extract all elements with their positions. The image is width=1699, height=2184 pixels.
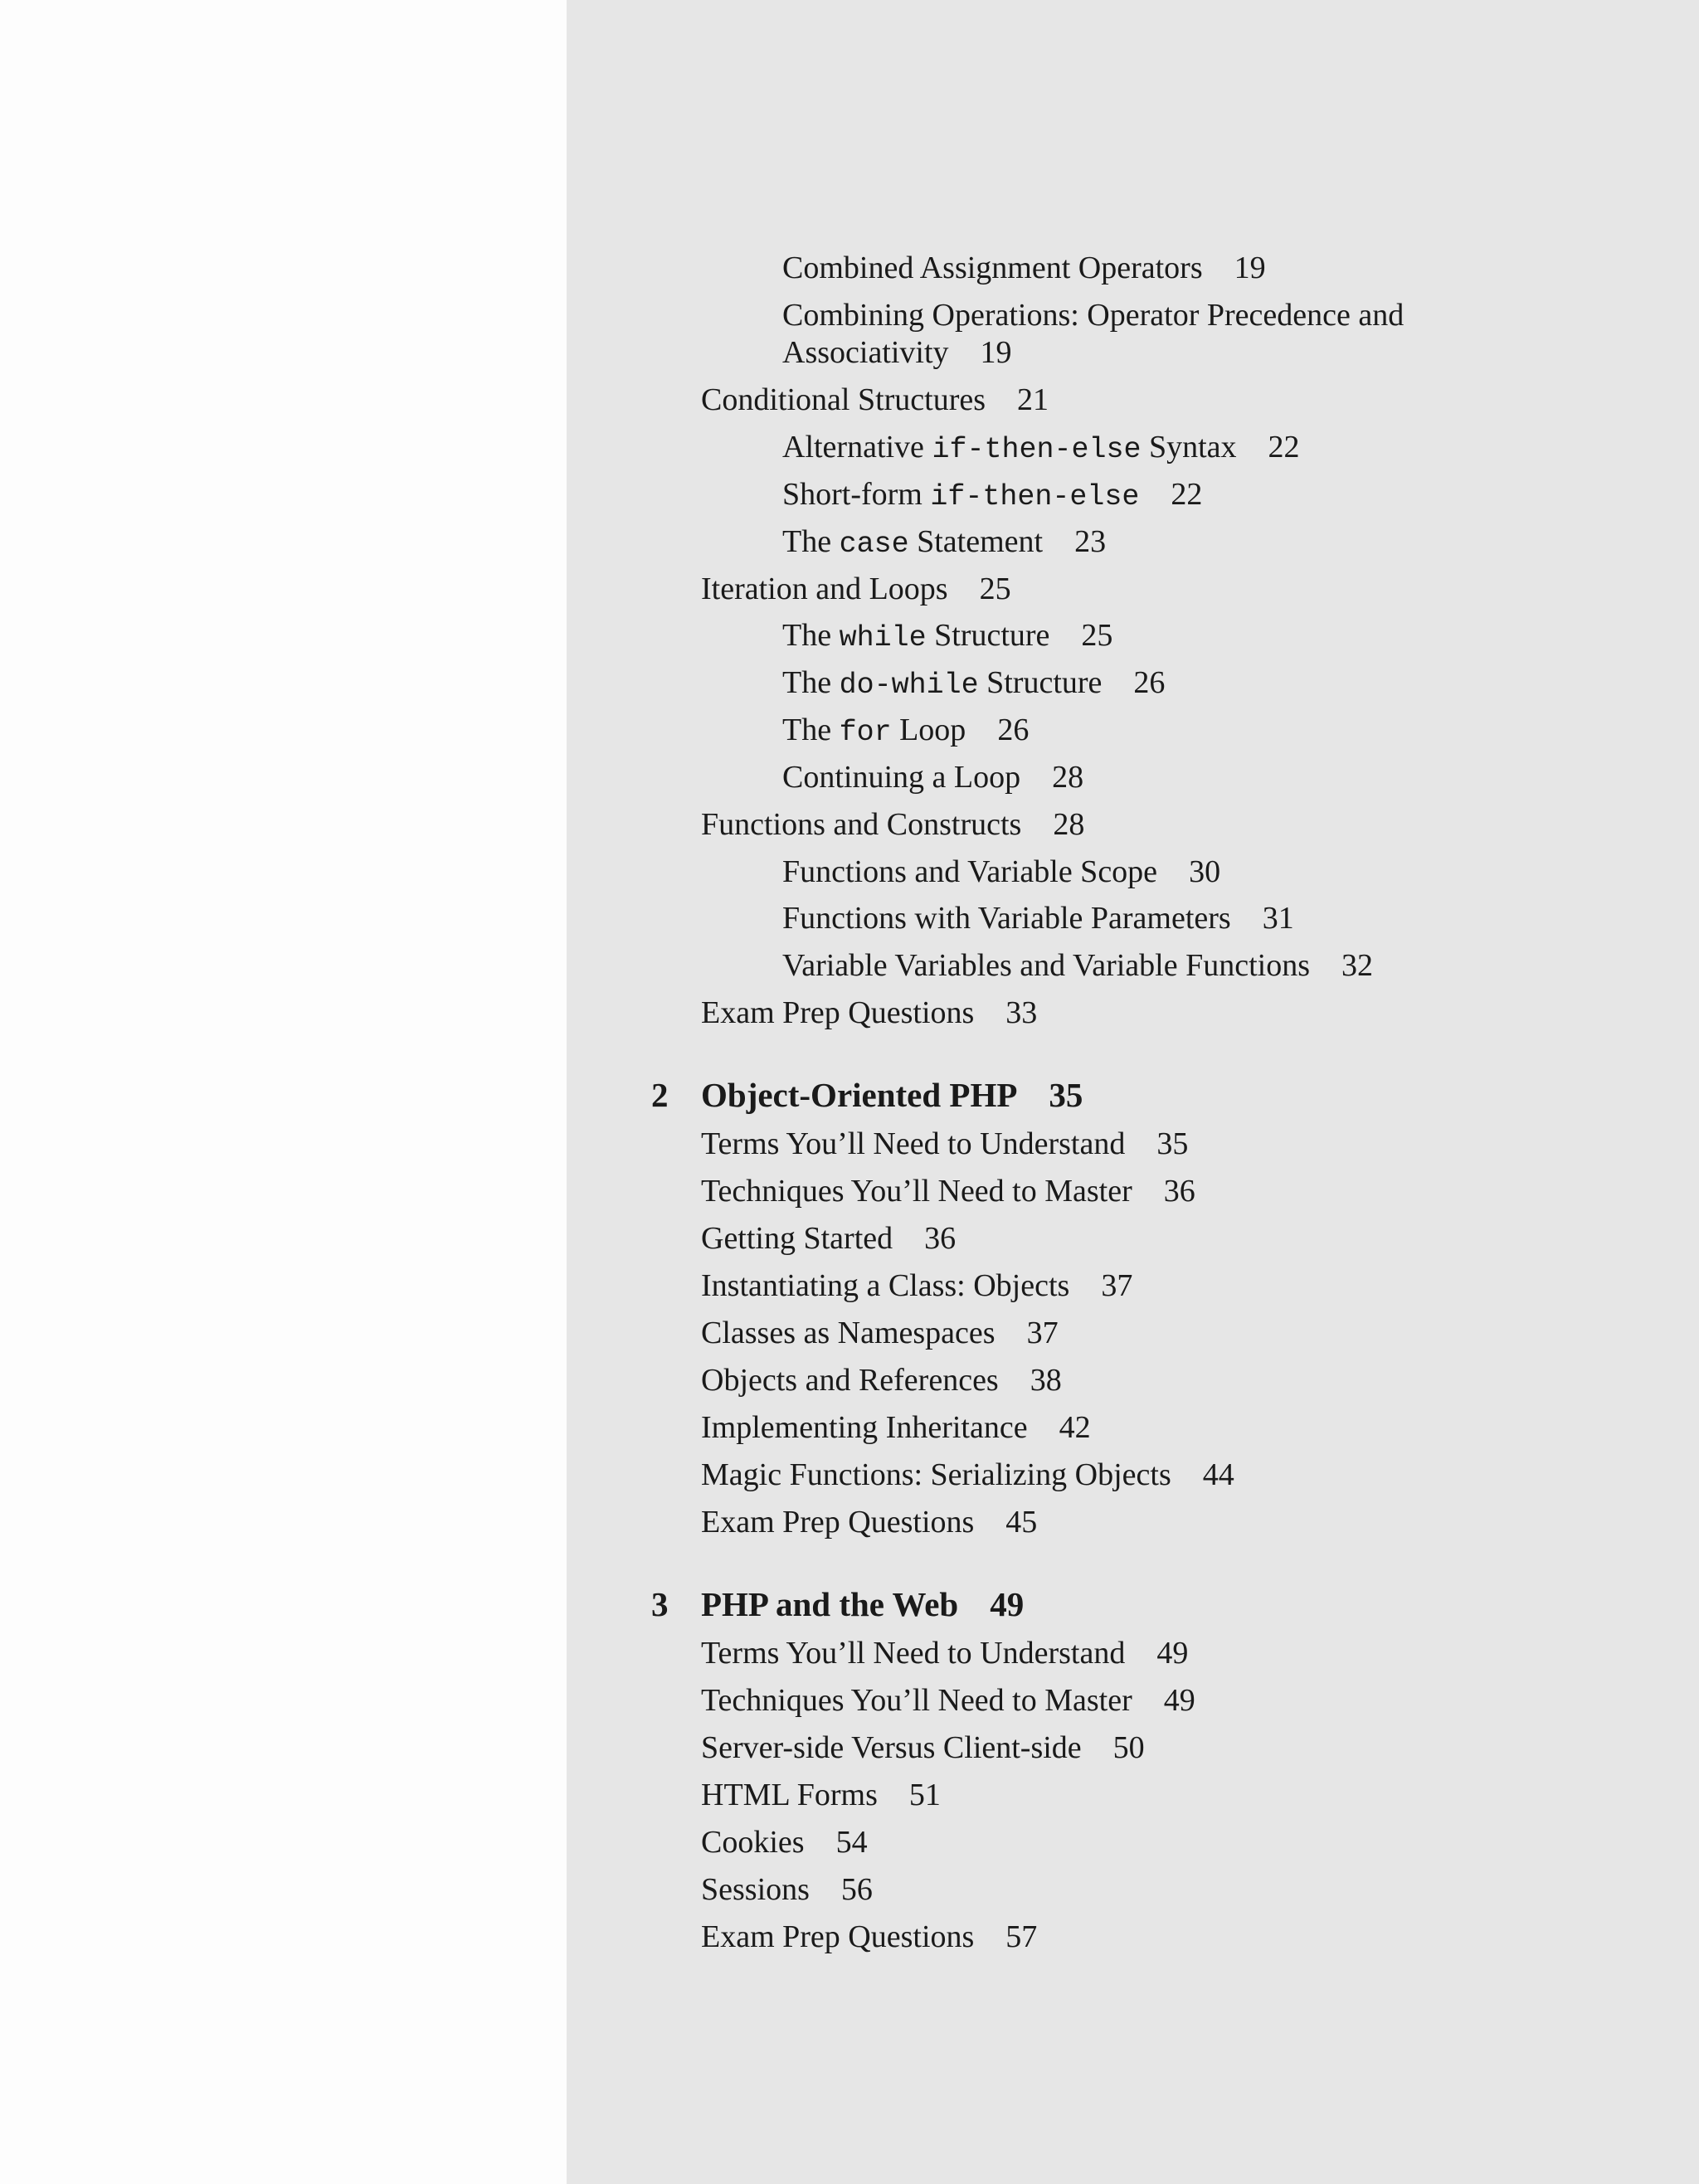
toc-entry[interactable]	[701, 1823, 868, 1861]
page-number: 35	[1049, 1076, 1083, 1114]
toc-entry[interactable]	[701, 1267, 1132, 1305]
code-keyword: while	[839, 621, 927, 654]
toc-entry[interactable]	[701, 1503, 1037, 1541]
entry-title: Exam Prep Questions	[701, 1919, 975, 1954]
page-number: 30	[1189, 854, 1221, 889]
entry-title-prefix: Short-form	[782, 477, 931, 512]
page-number: 19	[1234, 251, 1266, 285]
page-number: 37	[1026, 1316, 1059, 1350]
entry-title: Combined Assignment Operators	[782, 251, 1203, 285]
entry-title-prefix: The	[782, 713, 840, 747]
page-number: 28	[1053, 807, 1085, 842]
code-keyword: do-while	[839, 669, 979, 702]
entry-title: Implementing Inheritance	[701, 1410, 1028, 1445]
entry-title: Continuing a Loop	[782, 760, 1021, 795]
code-keyword: case	[839, 528, 909, 561]
entry-title: HTML Forms	[701, 1778, 878, 1812]
page-number: 22	[1171, 477, 1203, 512]
toc-entry[interactable]	[782, 523, 1106, 563]
entry-title: Objects and References	[701, 1363, 999, 1398]
toc-entry[interactable]	[782, 664, 1165, 704]
page-number: 49	[1163, 1683, 1195, 1718]
page-number: 42	[1059, 1410, 1091, 1445]
chapter-title: PHP and the Web	[701, 1585, 959, 1623]
page-number: 37	[1101, 1268, 1133, 1303]
page-number: 50	[1112, 1730, 1145, 1765]
page-number: 56	[840, 1872, 873, 1907]
page-number: 49	[1156, 1636, 1189, 1671]
page-number: 54	[835, 1825, 868, 1860]
toc-entry[interactable]	[701, 994, 1037, 1032]
toc-entry[interactable]	[701, 1314, 1059, 1352]
entry-title: Functions and Variable Scope	[782, 854, 1158, 889]
entry-title: Getting Started	[701, 1221, 893, 1256]
page-number: 26	[997, 713, 1030, 747]
toc-entry[interactable]	[701, 1361, 1062, 1399]
toc-entry[interactable]	[782, 249, 1266, 287]
entry-title-suffix: Structure	[926, 618, 1050, 653]
page-number: 49	[990, 1585, 1025, 1623]
page-number: 25	[1081, 618, 1113, 653]
code-keyword: for	[839, 716, 892, 749]
toc-entry[interactable]	[782, 333, 1012, 372]
page-number: 25	[979, 572, 1011, 606]
entry-title: Instantiating a Class: Objects	[701, 1268, 1070, 1303]
entry-title-prefix: The	[782, 524, 840, 559]
toc-entry[interactable]	[782, 616, 1112, 657]
entry-title-suffix: Statement	[908, 524, 1044, 559]
toc-entry[interactable]	[701, 1172, 1195, 1210]
entry-title-suffix: Structure	[978, 665, 1103, 700]
toc-entry[interactable]	[701, 1918, 1037, 1956]
entry-title-prefix: The	[782, 618, 840, 653]
toc-entry[interactable]	[782, 475, 1202, 516]
toc-entry[interactable]	[701, 1125, 1188, 1163]
chapter-title: Object-Oriented PHP	[701, 1076, 1018, 1114]
entry-title: Functions with Variable Parameters	[782, 901, 1231, 936]
page-number: 36	[1163, 1174, 1195, 1209]
entry-title: Conditional Structures	[701, 382, 986, 417]
toc-entry[interactable]	[701, 1634, 1188, 1672]
page-number: 23	[1074, 524, 1107, 559]
entry-title: Terms You’ll Need to Understand	[701, 1126, 1126, 1161]
toc-entry[interactable]	[782, 758, 1083, 796]
entry-title: Iteration and Loops	[701, 572, 948, 606]
chapter-heading[interactable]	[651, 1585, 1024, 1623]
code-keyword: if-then-else	[930, 480, 1140, 513]
toc-entry[interactable]	[701, 1681, 1195, 1719]
toc-entry[interactable]	[782, 428, 1300, 469]
page-number: 44	[1202, 1457, 1234, 1492]
page-number: 33	[1005, 995, 1038, 1030]
page-number: 32	[1341, 948, 1373, 983]
toc-entry[interactable]	[701, 1456, 1234, 1494]
entry-title: Techniques You’ll Need to Master	[701, 1174, 1132, 1209]
page-number: 35	[1156, 1126, 1189, 1161]
toc-entry[interactable]	[701, 805, 1084, 844]
toc-entry[interactable]	[782, 711, 1029, 752]
entry-title: Sessions	[701, 1872, 810, 1907]
entry-title: Cookies	[701, 1825, 805, 1860]
entry-title: Classes as Namespaces	[701, 1316, 996, 1350]
entry-title: Exam Prep Questions	[701, 995, 975, 1030]
toc-entry[interactable]	[701, 1729, 1145, 1767]
entry-title-prefix: Alternative	[782, 430, 932, 465]
chapter-number: 3	[651, 1585, 669, 1623]
entry-title-suffix: Syntax	[1141, 430, 1237, 465]
entry-title-prefix: The	[782, 665, 840, 700]
entry-title: Exam Prep Questions	[701, 1505, 975, 1540]
entry-title: Magic Functions: Serializing Objects	[701, 1457, 1171, 1492]
chapter-heading[interactable]	[651, 1076, 1083, 1114]
page-number: 51	[908, 1778, 941, 1812]
entry-title-suffix: Loop	[891, 713, 966, 747]
page-number: 21	[1017, 382, 1049, 417]
entry-title: Server-side Versus Client-side	[701, 1730, 1082, 1765]
page-number: 36	[924, 1221, 957, 1256]
page-number: 38	[1030, 1363, 1062, 1398]
page-number: 26	[1133, 665, 1166, 700]
entry-title: Variable Variables and Variable Functions	[782, 948, 1310, 983]
entry-title: Combining Operations: Operator Precedence and	[782, 298, 1404, 333]
code-keyword: if-then-else	[932, 433, 1142, 466]
page-number: 22	[1268, 430, 1300, 465]
page-number: 31	[1262, 901, 1294, 936]
page-number: 45	[1005, 1505, 1038, 1540]
entry-title: Associativity	[782, 335, 949, 370]
page-number: 19	[980, 335, 1012, 370]
toc-entry[interactable]	[701, 381, 1049, 419]
toc-entry[interactable]	[782, 899, 1294, 937]
toc-entry[interactable]	[701, 1408, 1091, 1447]
toc-entry[interactable]	[782, 296, 1404, 334]
page-number: 57	[1005, 1919, 1038, 1954]
entry-title: Terms You’ll Need to Understand	[701, 1636, 1126, 1671]
toc-entry[interactable]	[701, 1219, 956, 1257]
entry-title: Functions and Constructs	[701, 807, 1022, 842]
toc-entry[interactable]	[782, 946, 1373, 985]
chapter-number: 2	[651, 1076, 669, 1114]
page-number: 28	[1052, 760, 1084, 795]
toc-entry[interactable]	[701, 570, 1011, 608]
entry-title: Techniques You’ll Need to Master	[701, 1683, 1132, 1718]
toc-entry[interactable]	[701, 1870, 873, 1909]
toc-entry[interactable]	[701, 1776, 941, 1814]
toc-entry[interactable]	[782, 853, 1220, 891]
